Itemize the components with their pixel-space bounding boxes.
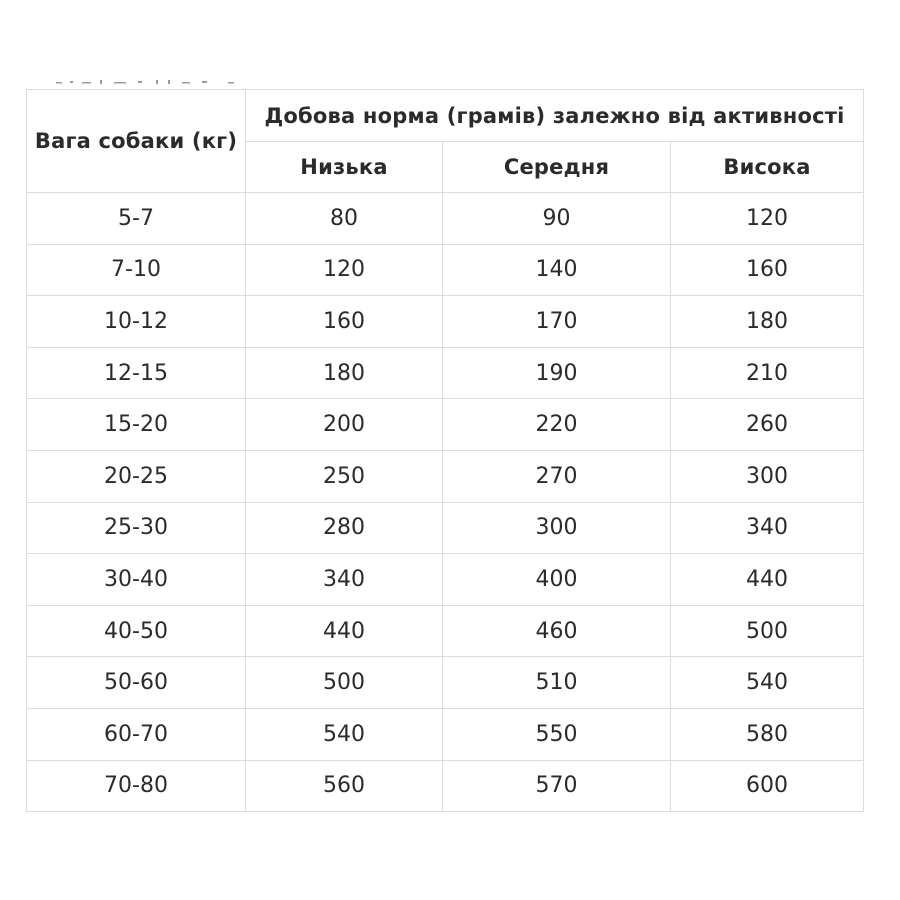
low-activity-cell: 560 [246,760,443,812]
weight-cell: 25-30 [27,502,246,554]
table-row [27,605,864,657]
low-activity-cell: 250 [246,450,443,502]
table-row [27,657,864,709]
high-activity-cell: 440 [671,554,864,606]
table-row [27,193,864,245]
low-activity-cell: 500 [246,657,443,709]
table-row [27,347,864,399]
low-activity-cell: 180 [246,347,443,399]
low-activity-cell: 440 [246,605,443,657]
medium-activity-cell: 170 [443,296,671,348]
weight-cell: 50-60 [27,657,246,709]
weight-cell: 15-20 [27,399,246,451]
daily-norm-header: Добова норма (грамів) залежно від активності [246,90,864,142]
activity-medium-header: Середня [443,142,671,193]
medium-activity-cell: 300 [443,502,671,554]
medium-activity-cell: 400 [443,554,671,606]
medium-activity-cell: 570 [443,760,671,812]
medium-activity-cell: 220 [443,399,671,451]
medium-activity-cell: 190 [443,347,671,399]
high-activity-cell: 500 [671,605,864,657]
table-header-row [27,90,864,142]
high-activity-cell: 260 [671,399,864,451]
low-activity-cell: 340 [246,554,443,606]
activity-low-header: Низька [246,142,443,193]
high-activity-cell: 210 [671,347,864,399]
high-activity-cell: 540 [671,657,864,709]
low-activity-cell: 160 [246,296,443,348]
medium-activity-cell: 140 [443,244,671,296]
weight-column-header: Вага собаки (кг) [27,90,246,193]
activity-high-header: Висока [671,142,864,193]
medium-activity-cell: 550 [443,708,671,760]
medium-activity-cell: 460 [443,605,671,657]
medium-activity-cell: 90 [443,193,671,245]
table-row [27,244,864,296]
weight-cell: 40-50 [27,605,246,657]
low-activity-cell: 120 [246,244,443,296]
table-row [27,760,864,812]
low-activity-cell: 540 [246,708,443,760]
weight-cell: 7-10 [27,244,246,296]
high-activity-cell: 600 [671,760,864,812]
high-activity-cell: 180 [671,296,864,348]
table-row [27,554,864,606]
weight-cell: 20-25 [27,450,246,502]
table-row [27,450,864,502]
weight-cell: 60-70 [27,708,246,760]
feeding-norms-table [26,89,864,812]
cropped-text-fragment [52,78,242,86]
low-activity-cell: 80 [246,193,443,245]
high-activity-cell: 300 [671,450,864,502]
low-activity-cell: 280 [246,502,443,554]
weight-cell: 12-15 [27,347,246,399]
weight-cell: 30-40 [27,554,246,606]
high-activity-cell: 580 [671,708,864,760]
medium-activity-cell: 270 [443,450,671,502]
low-activity-cell: 200 [246,399,443,451]
high-activity-cell: 120 [671,193,864,245]
weight-cell: 5-7 [27,193,246,245]
table-row [27,708,864,760]
high-activity-cell: 160 [671,244,864,296]
medium-activity-cell: 510 [443,657,671,709]
table-row [27,399,864,451]
high-activity-cell: 340 [671,502,864,554]
weight-cell: 10-12 [27,296,246,348]
table-row [27,296,864,348]
weight-cell: 70-80 [27,760,246,812]
table-row [27,502,864,554]
